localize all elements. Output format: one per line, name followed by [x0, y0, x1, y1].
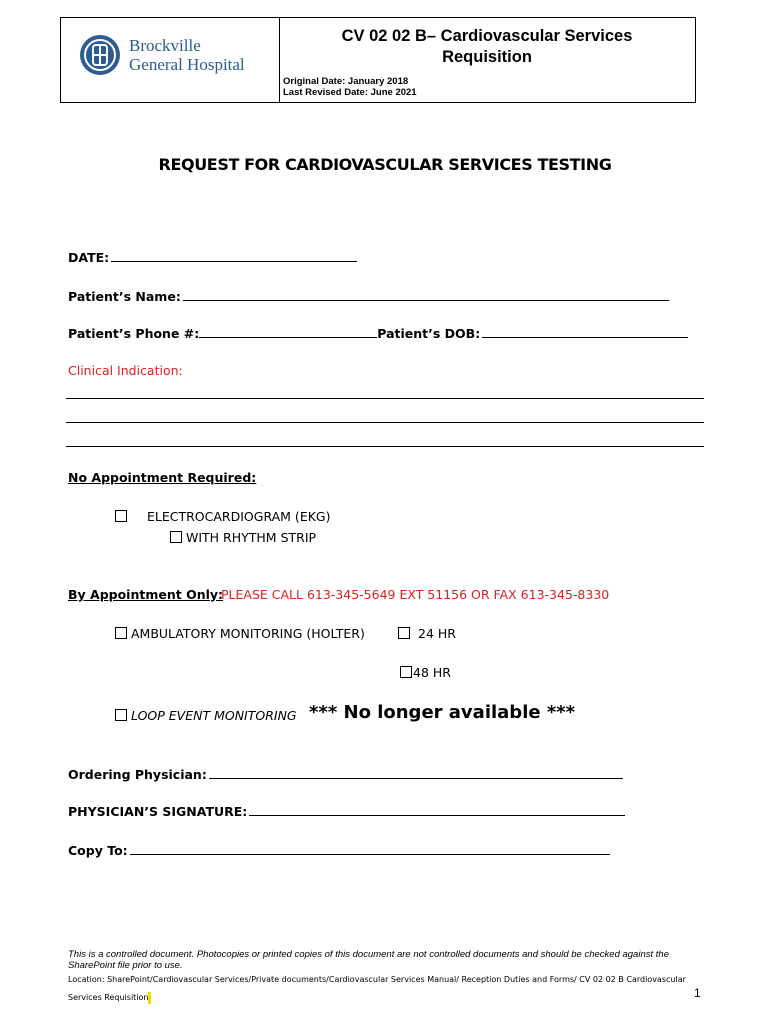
physician-signature-label: PHYSICIAN’S SIGNATURE:: [68, 804, 248, 819]
patient-phone-field[interactable]: [68, 326, 688, 341]
ordering-physician-line[interactable]: [209, 777, 623, 779]
date-field[interactable]: [68, 250, 357, 265]
revised-date: Last Revised Date: June 2021: [283, 87, 417, 98]
patient-phone-line[interactable]: [199, 336, 377, 338]
rhythm-strip-checkbox[interactable]: [170, 531, 182, 543]
document-location-text: Location: SharePoint/Cardiovascular Services/Private documents/Cardiovascular Services Manual/ Reception Duties and Forms/ CV 02 02 B Cardiovascular Services Requisition: [68, 975, 686, 1002]
holter-checkbox[interactable]: [115, 627, 127, 639]
loop-unavailable-notice: *** No longer available ***: [309, 702, 576, 723]
patient-name-label: Patient’s Name:: [68, 289, 181, 304]
copy-to-line[interactable]: [130, 853, 610, 855]
hospital-logo-icon: [79, 34, 121, 76]
holter-24hr-checkbox[interactable]: [398, 627, 410, 639]
patient-name-field[interactable]: [68, 289, 669, 304]
no-appointment-label: No Appointment Required:: [68, 470, 257, 485]
holter-24hr-label: 24 HR: [418, 626, 456, 641]
physician-signature-field[interactable]: [68, 804, 625, 819]
loop-event-label: LOOP EVENT MONITORING: [131, 708, 297, 723]
original-date: Original Date: January 2018: [283, 76, 409, 87]
loop-event-checkbox[interactable]: [115, 709, 127, 721]
document-title: [279, 26, 695, 68]
holter-48hr-option[interactable]: [400, 665, 451, 680]
rhythm-strip-label: WITH RHYTHM STRIP: [186, 530, 317, 545]
clinical-indication-line-2[interactable]: [66, 422, 704, 423]
holter-48hr-checkbox[interactable]: [400, 666, 412, 678]
holter-label: AMBULATORY MONITORING (HOLTER): [131, 626, 365, 641]
ordering-physician-field[interactable]: [68, 767, 623, 782]
clinical-indication-line-1[interactable]: [66, 398, 704, 399]
hospital-name-line1: Brockville: [129, 36, 201, 55]
document-title-line2: Requisition: [442, 48, 532, 66]
document-title-line1: CV 02 02 B– Cardiovascular Services: [341, 27, 633, 45]
hospital-name-line2: General Hospital: [129, 55, 245, 74]
copy-to-field[interactable]: [68, 843, 610, 858]
holter-48hr-label: 48 HR: [413, 665, 451, 680]
patient-phone-label: Patient’s Phone #:: [68, 326, 200, 341]
date-line[interactable]: [111, 260, 357, 262]
ekg-label: ELECTROCARDIOGRAM (EKG): [147, 509, 331, 524]
document-header: [60, 17, 696, 103]
clinical-indication-line-3[interactable]: [66, 446, 704, 447]
clinical-indication-label: Clinical Indication:: [68, 363, 183, 378]
by-appointment-label: By Appointment Only:: [68, 587, 224, 602]
loop-event-option[interactable]: [115, 708, 297, 723]
patient-dob-line[interactable]: [482, 336, 688, 338]
date-label: DATE:: [68, 250, 110, 265]
document-dates: [283, 76, 417, 98]
patient-name-line[interactable]: [183, 299, 669, 301]
patient-dob-label: Patient’s DOB:: [377, 326, 481, 341]
document-location: [68, 971, 708, 1007]
page-number: 1: [694, 986, 701, 1000]
holter-option[interactable]: [115, 626, 365, 641]
page-title: REQUEST FOR CARDIOVASCULAR SERVICES TESTING: [158, 155, 612, 174]
controlled-document-note: This is a controlled document. Photocopies or printed copies of this document are not controlled documents and should be checked against the SharePoint file prior to use.: [68, 949, 669, 971]
appointment-contact-note: PLEASE CALL 613-345-5649 EXT 51156 OR FAX 613-345-8330: [221, 587, 610, 602]
ekg-option[interactable]: [115, 509, 330, 524]
rhythm-strip-option[interactable]: [170, 530, 316, 545]
copy-to-label: Copy To:: [68, 843, 128, 858]
holter-24hr-option[interactable]: [398, 626, 456, 641]
text-cursor: [148, 992, 151, 1004]
ordering-physician-label: Ordering Physician:: [68, 767, 207, 782]
physician-signature-line[interactable]: [249, 814, 625, 816]
ekg-checkbox[interactable]: [115, 510, 127, 522]
hospital-name: [129, 36, 245, 74]
